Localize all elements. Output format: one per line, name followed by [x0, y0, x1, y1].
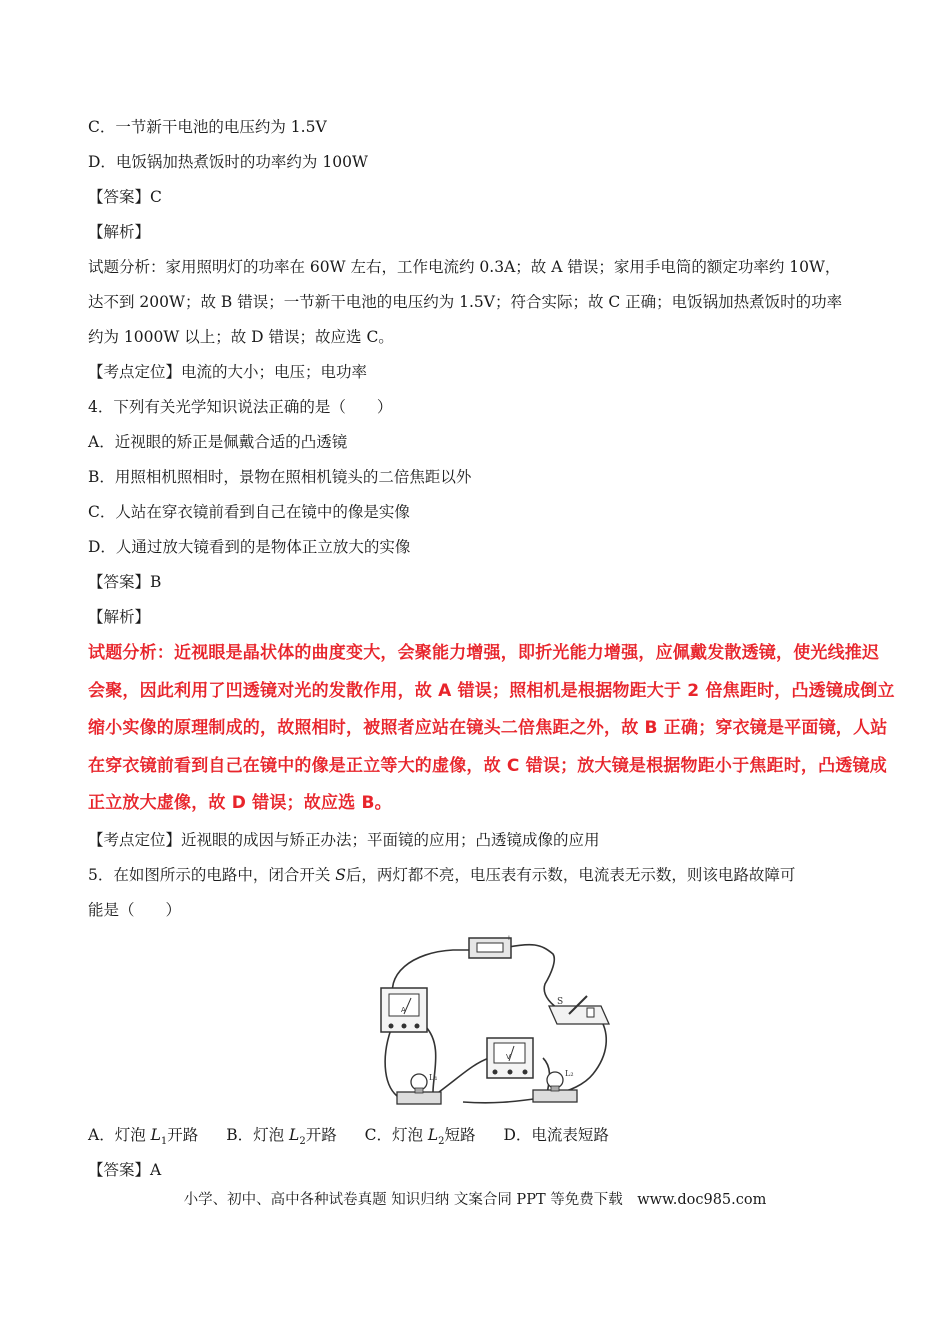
- q4-option-c: C．人站在穿衣镜前看到自己在镜中的像是实像: [88, 503, 410, 521]
- q5-option-a: [88, 1125, 199, 1147]
- q3-option-d: D．电饭锅加热煮饭时的功率约为 100W: [88, 153, 368, 171]
- option-c-text: C．灯泡: [364, 1125, 428, 1144]
- svg-text:+: +: [506, 933, 512, 942]
- q5-option-c: [364, 1125, 476, 1147]
- q4-analysis-line: 试题分析：近视眼是晶状体的曲度变大，会聚能力增强，即折光能力增强，应佩戴发散透镜，使光线推迟: [88, 643, 880, 663]
- q3-analysis-line: 达不到 200W；故 B 错误；一节新干电池的电压约为 1.5V；符合实际；故 C 正确；电饭锅加热煮饭时的功率: [88, 293, 843, 311]
- option-c-var: L: [427, 1125, 439, 1144]
- switch: [549, 996, 609, 1024]
- switch-label: S: [557, 996, 564, 1007]
- q3-option-c: C．一节新干电池的电压约为 1.5V: [88, 118, 327, 136]
- option-a-var: L: [150, 1125, 161, 1144]
- q4-option-d: D．人通过放大镜看到的是物体正立放大的实像: [88, 538, 411, 556]
- q5-stem-line-1: [88, 858, 878, 893]
- circuit-diagram: [373, 934, 613, 1109]
- lamp1-label: L₁: [429, 1072, 438, 1082]
- circuit-figure: [88, 934, 878, 1114]
- option-a-sub: 1: [160, 1135, 168, 1147]
- lamp2-label: L₂: [565, 1068, 574, 1078]
- q5-option-d: D．电流表短路: [503, 1125, 609, 1144]
- q3-analysis-line: 试题分析：家用照明灯的功率在 60W 左右，工作电流约 0.3A；故 A 错误；家用手电筒的额定功率约 10W，: [88, 258, 841, 276]
- q4-stem: 4．下列有关光学知识说法正确的是（ ）: [88, 398, 393, 416]
- q4-option-a: A．近视眼的矫正是佩戴合适的凸透镜: [88, 433, 348, 451]
- option-c-post: 短路: [444, 1125, 476, 1144]
- q4-analysis: [88, 635, 895, 823]
- option-b-sub: 2: [299, 1135, 306, 1147]
- q5-option-b: [226, 1125, 337, 1147]
- q3-kaodian: 【考点定位】电流的大小；电压；电功率: [88, 363, 368, 381]
- option-b-post: 开路: [305, 1125, 337, 1144]
- option-b-var: L: [289, 1125, 300, 1144]
- option-c-sub: 2: [438, 1135, 445, 1147]
- q5-options: [88, 1118, 878, 1153]
- q4-answer: 【答案】B: [88, 573, 162, 591]
- q4-analysis-line: 缩小实像的原理制成的，故照相时，被照者应站在镜头二倍焦距之外，故 B 正确；穿衣镜是平面镜，人站: [88, 718, 888, 738]
- q4-kaodian: 【考点定位】近视眼的成因与矫正办法；平面镜的应用；凸透镜成像的应用: [88, 830, 600, 849]
- battery: [469, 934, 512, 958]
- svg-text:A: A: [401, 1005, 406, 1014]
- q5-stem-line-2: 能是（ ）: [88, 900, 182, 919]
- page-footer: 小学、初中、高中各种试卷真题 知识归纳 文案合同 PPT 等免费下载 www.doc985.com: [183, 1192, 767, 1208]
- lamp-l1: [397, 1073, 441, 1104]
- q4-analysis-line: 会聚，因此利用了凹透镜对光的发散作用，故 A 错误；照相机是根据物距大于 2 倍焦距时，凸透镜成倒立: [88, 680, 895, 701]
- option-b-text: B．灯泡: [226, 1125, 290, 1144]
- option-a-text: A．灯泡: [88, 1125, 151, 1144]
- q5-stem-post: 后，两灯都不亮，电压表有示数，电流表无示数，则该电路故障可: [345, 865, 796, 884]
- q3-answer: 【答案】C: [88, 188, 162, 206]
- q4-option-b: B．用照相机照相时，景物在照相机镜头的二倍焦距以外: [88, 468, 472, 486]
- q4-analysis-heading: 【解析】: [88, 608, 151, 626]
- q4-analysis-line: 在穿衣镜前看到自己在镜中的像是正立等大的虚像，故 C 错误；放大镜是根据物距小于焦距时，凸透镜成: [88, 755, 887, 776]
- q5-switch-var: S: [335, 865, 346, 884]
- q3-analysis: [88, 250, 878, 355]
- q4-analysis-line: 正立放大虚像，故 D 错误；故应选 B。: [88, 793, 392, 813]
- q3-analysis-line: 约为 1000W 以上；故 D 错误；故应选 C。: [88, 328, 394, 346]
- q5-stem-pre: 5．在如图所示的电路中，闭合开关: [88, 865, 336, 884]
- q3-analysis-heading: 【解析】: [88, 223, 151, 241]
- meter-middle: [487, 1038, 533, 1078]
- q5-answer: 【答案】A: [88, 1160, 162, 1179]
- option-a-post: 开路: [167, 1125, 199, 1144]
- svg-text:V: V: [506, 1052, 511, 1061]
- document-page: [88, 110, 895, 1188]
- lamp-l2: [533, 1069, 577, 1102]
- meter-left: [381, 988, 427, 1032]
